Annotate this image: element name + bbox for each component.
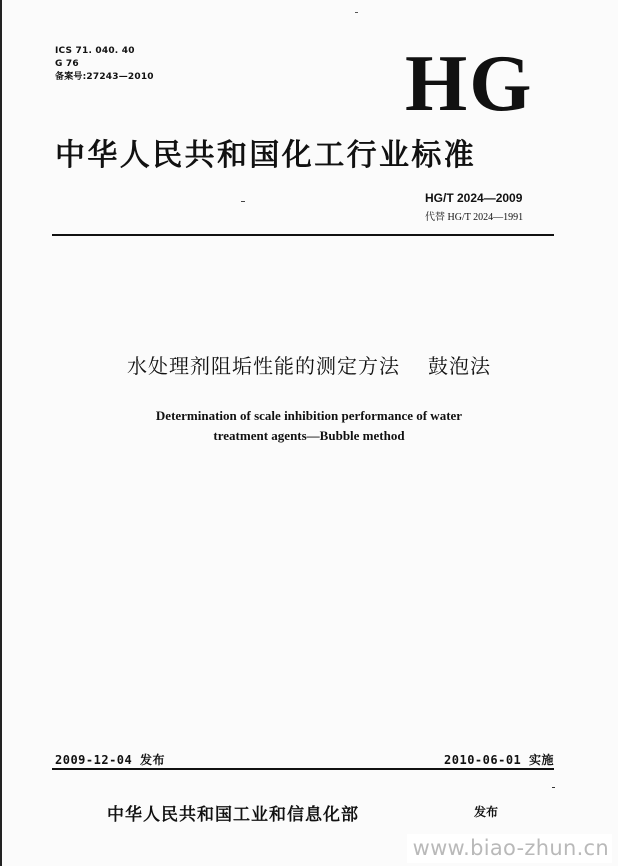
scan-speck [552, 787, 555, 788]
document-title-en-line1: Determination of scale inhibition performance of water [155, 408, 463, 423]
issuing-verb: 发布 [474, 805, 499, 819]
footer-divider [52, 768, 554, 770]
implementation-date: 2010-06-01 实施 [444, 753, 554, 767]
filing-number: 备案号:27243—2010 [55, 72, 154, 82]
header-divider [52, 234, 554, 236]
document-title-en [0, 406, 618, 446]
document-title-cn [0, 350, 618, 379]
standard-category-title: 中华人民共和国化工行业标准 [55, 138, 477, 173]
issue-date: 2009-12-04 发布 [55, 753, 165, 767]
document-title-en-line2: treatment agents—Bubble method [213, 428, 405, 443]
document-title-main: 水处理剂阻垢性能的测定方法 [127, 354, 400, 378]
issuing-authority: 中华人民共和国工业和信息化部 [107, 805, 359, 825]
ics-code: ICS 71. 040. 40 [55, 46, 135, 56]
classification-block [55, 45, 154, 84]
scan-speck [355, 12, 358, 13]
ccs-code: G 76 [55, 59, 79, 69]
document-title-sub: 鼓泡法 [428, 354, 491, 378]
replaces-standard: 代替 HG/T 2024—1991 [425, 212, 524, 223]
standard-number: HG/T 2024—2009 [425, 191, 523, 205]
watermark: www.biao-zhun.cn [407, 834, 612, 863]
scan-speck [241, 201, 245, 202]
hg-logo: HG [405, 40, 534, 128]
